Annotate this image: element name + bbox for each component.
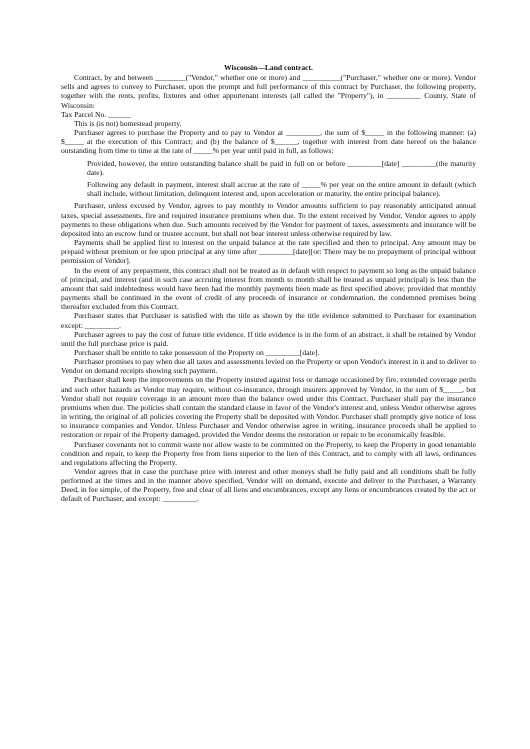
homestead-line: This is (is not) homestead property. xyxy=(74,118,182,128)
waste-covenant-paragraph: Purchaser covenants not to commit waste nor allow waste to be committed on the Property, to keep the Property in good tenantable condition and repair, to keep the Property free from liens superior to the lien of this Contract, and to comply with all laws, ordinances and regulations affecting the Property. xyxy=(61,439,476,467)
warranty-deed-paragraph: Vendor agrees that in case the purchase price with interest and other moneys shall be fully paid and all conditions shall be fully performed at the times and in the manner above specified, Vendor will on demand, execute and deliver to the Purchaser, a Warranty Deed, in fee simple, of the Property, free and clear of all liens and encumbrances, except any liens or encumbrances created by the act or default of Purchaser, and except: _________. xyxy=(61,467,476,504)
tax-parcel-line: Tax Parcel No. ______ xyxy=(61,109,131,119)
parties-paragraph: Contract, by and between ________("Vendor," whether one or more) and __________("Purchaser," whether one or more). Vendor sells and agrees to convey to Purchaser, upon the prompt and full performance of this contract by Purchaser, the following property, together with the rents, profits, fixtures and other appurtenant interests (all called the "Property"), in _________ County, State of Wisconsin: xyxy=(61,73,476,110)
title-cost-paragraph: Purchaser agrees to pay the cost of future title evidence. If title evidence is in the form of an abstract, it shall be retained by Vendor until the full purchase price is paid. xyxy=(61,329,476,348)
possession-paragraph: Purchaser shall be entitle to take possession of the Property on _________[date]. xyxy=(74,347,320,357)
maturity-provision: Provided, however, the entire outstanding balance shall be paid in full on or before _________[date] _________(the maturity date). xyxy=(87,158,476,178)
document-title: Wisconsin—Land contract. xyxy=(224,63,313,72)
prepayment-paragraph: Payments shall be applied first to interest on the unpaid balance at the rate specified and then to principal. Any amount may be prepaid without premium or fee upon principal at any time after _________[date][or: There may be no prepayment of principal without permission of Vendor]. xyxy=(61,238,476,266)
insurance-paragraph: Purchaser shall keep the improvements on the Property insured against loss or damage occasioned by fire, extended coverage perils and such other hazards as Vendor may require, without co-insurance, through insurers approved by Vendor, in the sum of $_____, but Vendor shall not require coverage in an amount more than the balance owed under this Contract. Purchaser shall pay the insurance premiums when due. The policies shall contain the standard clause in favor of the Vendor's interest and, unless Vendor otherwise agrees in writing, the original of all policies covering the Property shall be deposited with Vendor. Purchaser shall promptly give notice of loss to insurance companies and Vendor. Unless Purchaser and Vendor otherwise agree in writing, insurance proceeds shall be applied to restoration or repair of the Property damaged, provided the Vendor deems the restoration or repair to be economically feasible. xyxy=(61,375,476,440)
payment-terms-paragraph: Purchaser agrees to purchase the Property and to pay to Vendor at _________, the sum of $_____ in the following manner: (a) $_____ at the execution of this Contract; and (b) the balance of $______, together with interest from date hereof on the balance outstanding from time to time at the rate of _____% per year until paid in full, as follows: xyxy=(61,128,476,156)
prepayment-default-paragraph: In the event of any prepayment, this contract shall not be treated as in default with respect to payment so long as the unpaid balance of principal, and interest (and in such case accruing interest from month to month shall be treated as unpaid principal) is less than the amount that said indebtedness would have been had the monthly payments been made as first specified above; provided that monthly payments shall be continued in the event of credit of any proceeds of insurance or condemnation, the condemned premises being thereafter excluded from this Contract. xyxy=(61,265,476,312)
escrow-paragraph: Purchaser, unless excused by Vendor, agrees to pay monthly to Vendor amounts sufficient to pay reasonably anticipated annual taxes, special assessments, fire and required insurance premiums when due. To the extent received by Vendor, Vendor agrees to apply payments to these obligations when due. Such amounts received by the Vendor for payment of taxes, assessments and insurance will be deposited into an escrow fund or trustee account, but shall not bear interest unless otherwise required by law. xyxy=(61,201,476,238)
default-interest-provision: Following any default in payment, interest shall accrue at the rate of _____% per year on the entire amount in default (which shall include, without limitation, delinquent interest and, upon acceleration or maturity, the entire principal balance). xyxy=(87,180,476,199)
title-evidence-paragraph: Purchaser states that Purchaser is satisfied with the title as shown by the title evidence submitted to Purchaser for examination except: _________. xyxy=(61,311,476,330)
taxes-paragraph: Purchaser promises to pay when due all taxes and assessments levied on the Property or upon Vendor's interest in it and to deliver to Vendor on demand receipts showing such payment. xyxy=(61,357,476,376)
